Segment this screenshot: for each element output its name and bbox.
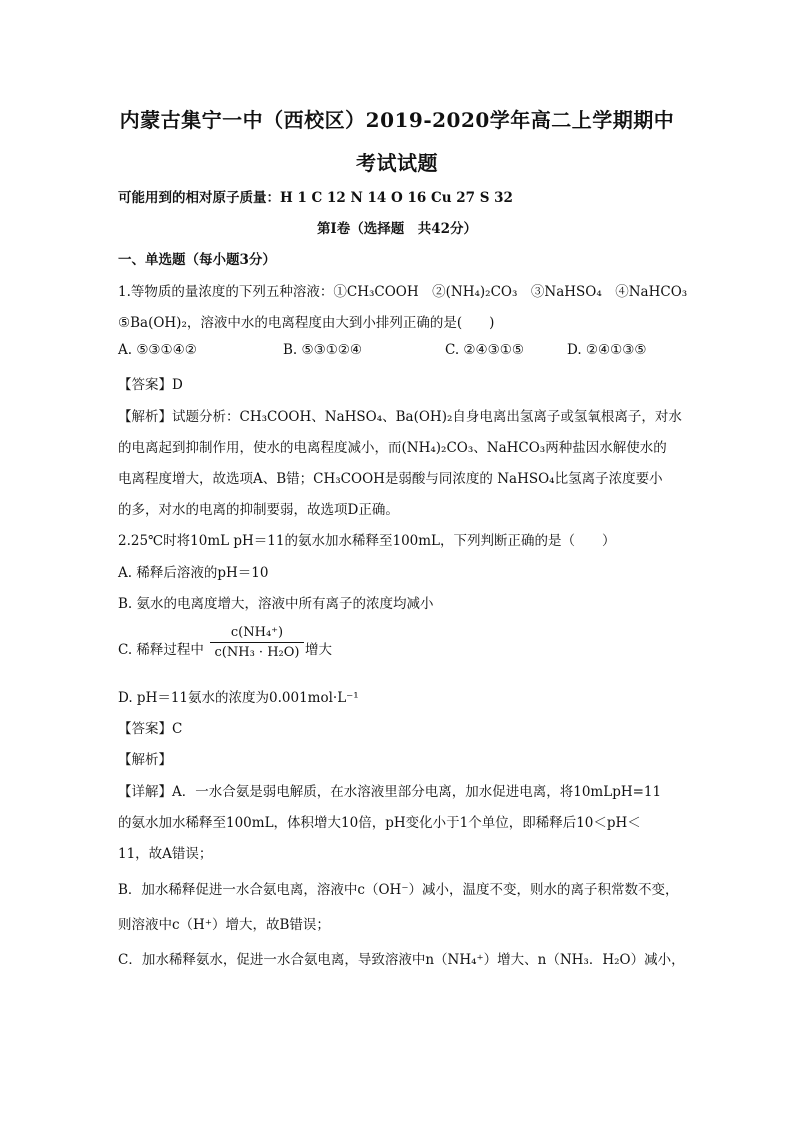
- q1-analysis-line1: 【解析】试题分析：CH₃COOH、NaHSO₄、Ba(OH)₂自身电离出氢离子或氢氧根离子，对水: [118, 409, 682, 425]
- q1-analysis-line4: 的多，对水的电离的抑制要弱，故选项D正确。: [118, 502, 399, 518]
- q1-analysis-line3: 电离程度增大，故选项A、B错；CH₃COOH是弱酸与同浓度的 NaHSO₄比氢离子浓度要小: [118, 471, 663, 487]
- document-title-line2: 考试试题: [356, 151, 438, 175]
- q2-option-a: A. 稀释后溶液的pH＝10: [118, 565, 269, 581]
- q2-analysis-label: 【解析】: [118, 752, 172, 768]
- q2-detail-line4: B．加水稀释促进一水合氨电离，溶液中c（OH⁻）减小，温度不变，则水的离子积常数不变，: [118, 882, 679, 898]
- section-title: 第Ⅰ卷（选择题 共42分）: [316, 221, 478, 237]
- q1-stem-line1: 1.等物质的量浓度的下列五种溶液：①CH₃COOH ②(NH₄)₂CO₃ ③NaHSO₄ ④NaHCO₃: [118, 284, 688, 300]
- q2-option-c-suffix: 增大: [305, 642, 332, 658]
- q2-option-b: B. 氨水的电离度增大，溶液中所有离子的浓度均减小: [118, 596, 434, 612]
- q1-option-b: B. ⑤③①②④: [283, 342, 363, 358]
- q2-detail-line6: C．加水稀释氨水，促进一水合氨电离，导致溶液中n（NH₄⁺）增大、n（NH₃．H₂O）减小，: [118, 952, 685, 968]
- fraction-numerator: c(NH₄⁺): [230, 625, 284, 640]
- q2-answer: 【答案】C: [118, 721, 183, 737]
- part-heading: 一、单选题（每小题3分）: [118, 252, 276, 268]
- fraction-bar: [210, 642, 304, 643]
- fraction-denominator: c(NH₃ · H₂O): [214, 645, 300, 660]
- q2-option-c-prefix: C. 稀释过程中: [118, 642, 204, 658]
- q2-option-c-fraction: [210, 625, 304, 660]
- q1-option-a: A. ⑤③①④②: [118, 342, 197, 358]
- q1-option-c: C. ②④③①⑤: [445, 342, 524, 358]
- q2-option-d: D. pH＝11氨水的浓度为0.001mol·L⁻¹: [118, 690, 359, 706]
- q1-answer: 【答案】D: [118, 377, 183, 393]
- q2-stem: 2.25℃时将10mL pH＝11的氨水加水稀释至100mL，下列判断正确的是（ ）: [118, 533, 616, 549]
- q1-stem-line2: ⑤Ba(OH)₂，溶液中水的电离程度由大到小排列正确的是( ): [118, 315, 495, 331]
- q1-analysis-line2: 的电离起到抑制作用，使水的电离程度减小，而(NH₄)₂CO₃、NaHCO₃两种盐因水解使水的: [118, 440, 667, 456]
- q2-detail-line3: 11，故A错误；: [118, 846, 213, 862]
- atomic-masses: 可能用到的相对原子质量：H 1 C 12 N 14 O 16 Cu 27 S 32: [118, 190, 513, 206]
- q1-option-d: D. ②④①③⑤: [567, 342, 647, 358]
- q2-detail-line1: 【详解】A．一水合氨是弱电解质，在水溶液里部分电离，加水促进电离，将10mLpH=11: [118, 784, 662, 800]
- document-title-line1: 内蒙古集宁一中（西校区）2019-2020学年高二上学期期中: [119, 108, 675, 132]
- q2-detail-line2: 的氨水加水稀释至100mL，体积增大10倍，pH变化小于1个单位，即稀释后10＜pH＜: [118, 815, 641, 831]
- q2-detail-line5: 则溶液中c（H⁺）增大，故B错误；: [118, 917, 330, 933]
